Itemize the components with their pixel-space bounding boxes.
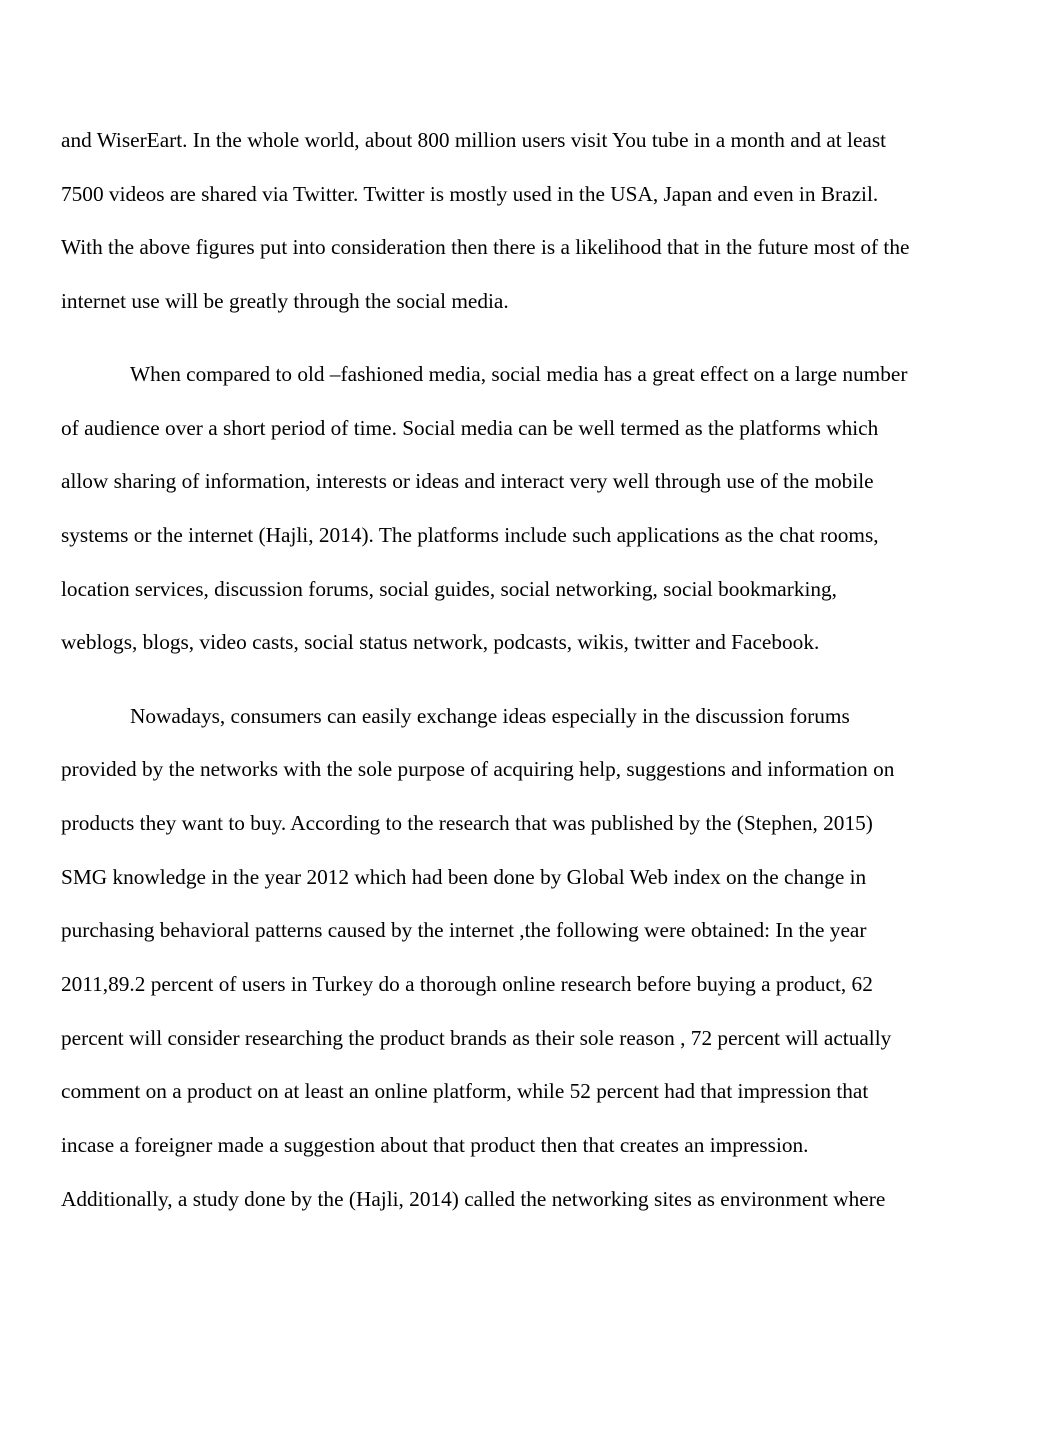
text-line: purchasing behavioral patterns caused by the internet ,the following were obtained: In the year	[61, 918, 867, 942]
text-line: When compared to old –fashioned media, social media has a great effect on a large number	[130, 362, 908, 386]
text-line: weblogs, blogs, video casts, social status network, podcasts, wikis, twitter and Facebook.	[61, 630, 820, 654]
text-line: 2011,89.2 percent of users in Turkey do a thorough online research before buying a product, 62	[61, 972, 873, 996]
text-line: Additionally, a study done by the (Hajli, 2014) called the networking sites as environment where	[61, 1187, 886, 1211]
text-line: of audience over a short period of time. Social media can be well termed as the platforms which	[61, 416, 879, 440]
text-line: systems or the internet (Hajli, 2014). The platforms include such applications as the chat rooms,	[61, 523, 879, 547]
text-line: incase a foreigner made a suggestion about that product then that creates an impression.	[61, 1133, 809, 1157]
text-line: percent will consider researching the product brands as their sole reason , 72 percent will actually	[61, 1026, 892, 1050]
text-line: 7500 videos are shared via Twitter. Twitter is mostly used in the USA, Japan and even in Brazil.	[61, 182, 879, 206]
text-line: Nowadays, consumers can easily exchange ideas especially in the discussion forums	[130, 704, 850, 728]
text-line: internet use will be greatly through the social media.	[61, 289, 509, 313]
text-line: products they want to buy. According to the research that was published by the (Stephen, 2015)	[61, 811, 873, 835]
text-line: comment on a product on at least an online platform, while 52 percent had that impression that	[61, 1079, 869, 1103]
text-line: With the above figures put into consideration then there is a likelihood that in the future most of the	[61, 235, 910, 259]
text-line: and WiserEart. In the whole world, about 800 million users visit You tube in a month and at least	[61, 128, 887, 152]
text-line: location services, discussion forums, social guides, social networking, social bookmarking,	[61, 577, 838, 601]
text-line: SMG knowledge in the year 2012 which had been done by Global Web index on the change in	[61, 865, 867, 889]
text-line: provided by the networks with the sole purpose of acquiring help, suggestions and information on	[61, 757, 895, 781]
text-line: allow sharing of information, interests or ideas and interact very well through use of the mobile	[61, 469, 874, 493]
